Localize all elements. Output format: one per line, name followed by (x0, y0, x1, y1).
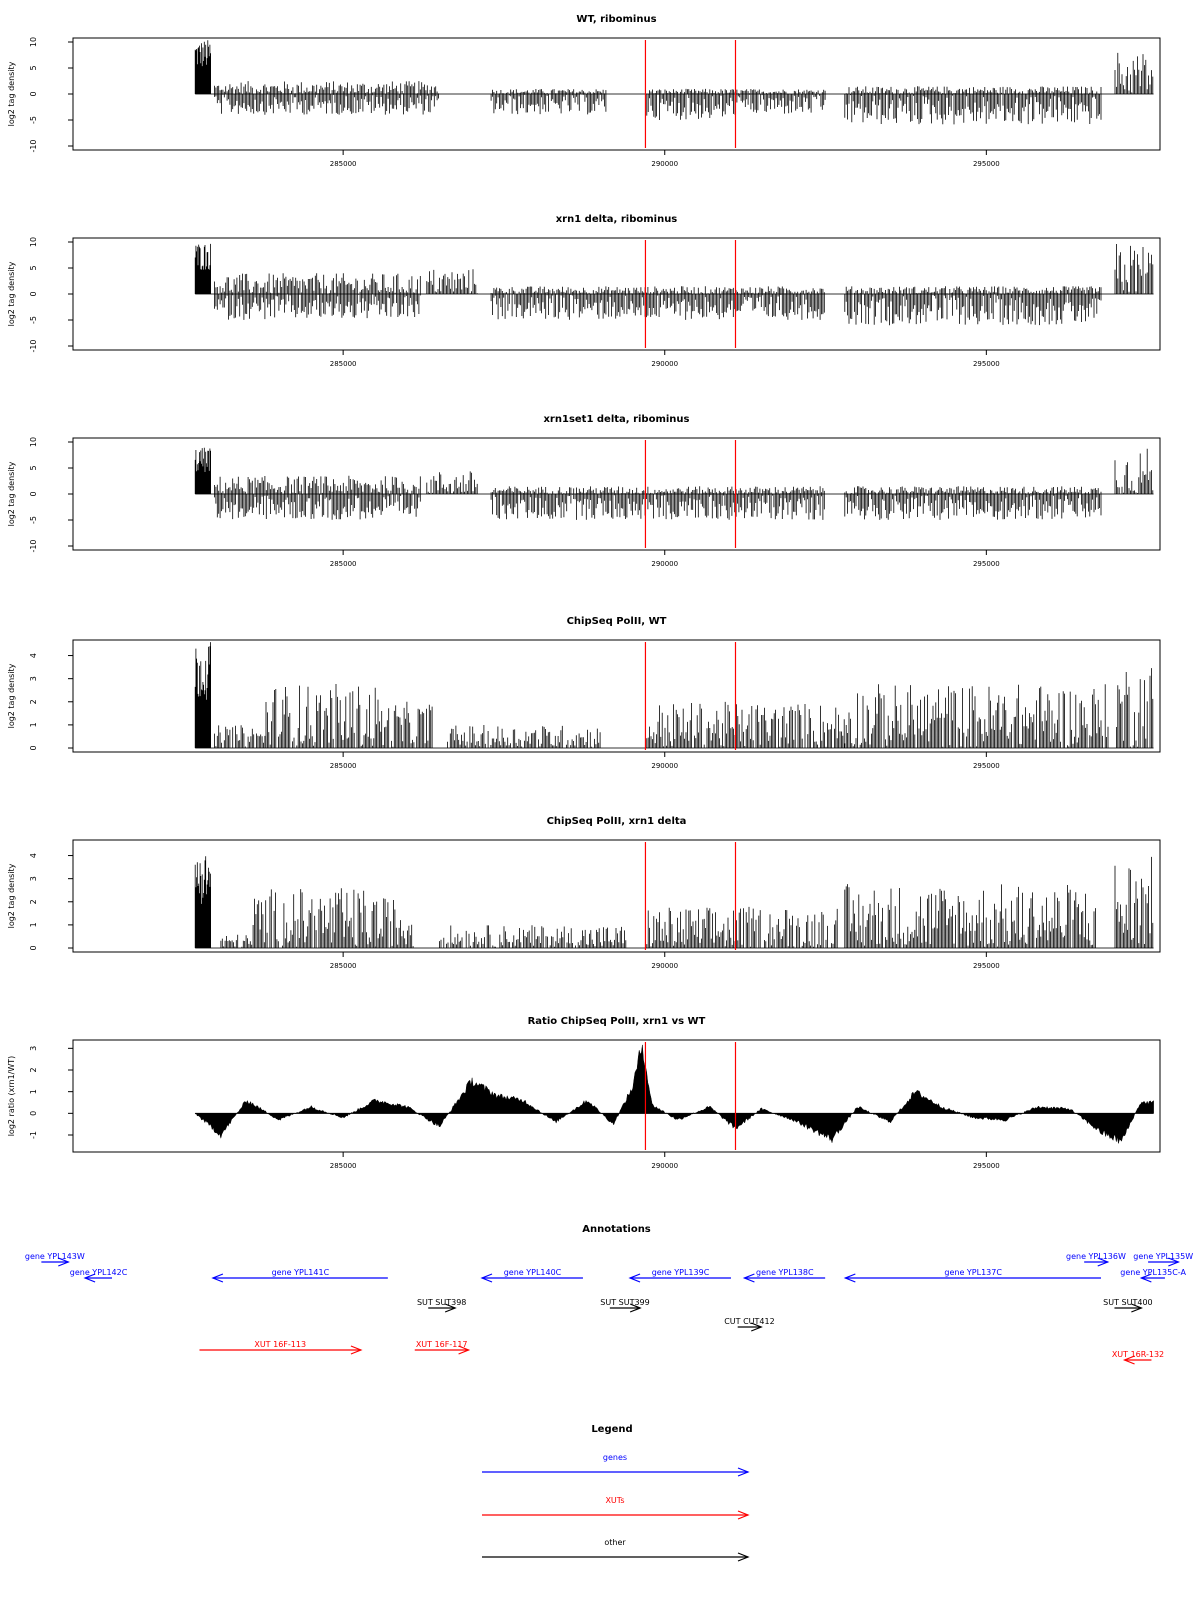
y-axis-label: log2 tag density (7, 261, 16, 327)
legend-label: other (604, 1538, 626, 1547)
y-tick-label: 1 (29, 1089, 38, 1095)
annotation-label: gene YPL142C (69, 1268, 128, 1277)
y-tick-label: -1 (29, 1131, 38, 1139)
data-segment-1 (215, 273, 421, 320)
annotation-2 (213, 1268, 388, 1282)
annotations-panel (25, 1224, 1193, 1364)
y-tick-label: 0 (29, 291, 38, 297)
annotation-4 (630, 1268, 731, 1282)
data-bar-bundle (736, 89, 826, 114)
y-tick-label: -10 (29, 139, 38, 153)
data-bar-bundle (221, 935, 252, 948)
annotation-label: SUT SUT400 (1103, 1298, 1153, 1307)
annotation-label: gene YPL141C (271, 1268, 330, 1277)
x-tick-label: 285000 (329, 1162, 357, 1170)
y-tick-label: 5 (29, 465, 38, 471)
annotation-label: CUT CUT412 (724, 1317, 775, 1326)
x-tick-label: 290000 (651, 560, 679, 568)
data-bars (195, 642, 1153, 748)
x-tick-label: 285000 (329, 360, 357, 368)
data-bars (195, 244, 1153, 325)
plot-frame (73, 840, 1160, 952)
legend (482, 1424, 748, 1561)
annotations-title: Annotations (582, 1224, 651, 1235)
data-bar-bundle (845, 86, 1101, 124)
annotation-label: gene YPL140C (503, 1268, 562, 1277)
data-segment-2 (266, 684, 381, 748)
x-tick-label: 285000 (329, 560, 357, 568)
annotation-10 (417, 1298, 466, 1312)
annotation-5 (744, 1268, 825, 1282)
data-bar-bundle (645, 702, 844, 748)
y-tick-label: 0 (29, 91, 38, 97)
data-segment-3 (491, 286, 824, 320)
data-bar-bundle (215, 273, 421, 320)
data-bar-bundle (645, 907, 837, 948)
y-axis-label: log2 tag density (7, 663, 16, 729)
annotation-13 (724, 1317, 774, 1331)
legend-label: XUTs (605, 1496, 625, 1505)
data-segment-7 (1115, 857, 1153, 948)
annotation-label: XUT 16F-117 (415, 1340, 468, 1349)
data-segment-4 (845, 286, 1101, 325)
data-bar-bundle (491, 486, 824, 520)
data-segment-4 (736, 89, 826, 114)
y-tick-label: 4 (29, 853, 38, 859)
y-tick-label: -10 (29, 539, 38, 553)
data-bar-bundle (195, 856, 210, 948)
data-bar-bundle (375, 898, 413, 948)
plot-frame (73, 1040, 1160, 1152)
annotation-label: gene YPL136W (1066, 1252, 1126, 1261)
x-tick-label: 285000 (329, 160, 357, 168)
data-segment-1 (215, 476, 421, 520)
y-tick-label: -5 (29, 316, 38, 324)
y-tick-label: 2 (29, 1067, 38, 1073)
annotation-14 (199, 1340, 360, 1354)
plot-frame (73, 640, 1160, 752)
chart-title: WT, ribominus (576, 14, 657, 25)
data-segment-4 (440, 925, 626, 948)
data-segment-5 (645, 702, 844, 748)
y-tick-label: 0 (29, 1110, 38, 1116)
y-tick-label: 3 (29, 876, 38, 882)
y-tick-label: 0 (29, 945, 38, 951)
annotation-3 (482, 1268, 583, 1282)
chart-panel-5 (7, 1016, 1160, 1170)
data-bar-bundle (195, 244, 210, 294)
y-tick-label: 3 (29, 676, 38, 682)
data-bar-bundle (448, 725, 601, 748)
chart-title: Ratio ChipSeq PolII, xrn1 vs WT (527, 1016, 706, 1027)
x-tick-label: 295000 (972, 560, 1000, 568)
data-segment-1 (215, 725, 265, 748)
annotation-label: SUT SUT399 (600, 1298, 650, 1307)
chart-panel-2 (7, 414, 1160, 568)
data-bar-bundle (845, 486, 1101, 520)
legend-item-2 (482, 1538, 748, 1561)
data-segment-2 (427, 269, 477, 294)
data-bar-bundle (1115, 857, 1153, 948)
y-tick-label: 0 (29, 745, 38, 751)
data-bars (195, 40, 1153, 124)
chart-panel-0 (7, 14, 1160, 168)
annotation-8 (1133, 1252, 1193, 1266)
annotation-1 (70, 1268, 128, 1282)
data-segment-3 (382, 702, 432, 748)
data-bars (195, 448, 1153, 520)
annotation-label: XUT 16F-113 (254, 1340, 307, 1349)
chart-panel-1 (7, 214, 1160, 368)
data-bar-bundle (845, 884, 1096, 948)
data-bars (195, 856, 1153, 948)
data-segment-5 (645, 907, 837, 948)
chart-panel-4 (7, 816, 1160, 970)
x-tick-label: 285000 (329, 962, 357, 970)
x-tick-label: 295000 (972, 762, 1000, 770)
data-bar-bundle (1115, 449, 1153, 494)
data-segment-2 (253, 888, 375, 948)
data-segment-6 (845, 684, 1108, 748)
data-bar-bundle (382, 702, 432, 748)
y-tick-label: -10 (29, 339, 38, 353)
data-segment-0 (195, 642, 210, 748)
data-bar-bundle (1115, 244, 1153, 294)
data-segment-1 (215, 81, 439, 115)
annotation-label: SUT SUT398 (416, 1298, 467, 1307)
annotation-16 (1112, 1350, 1164, 1364)
y-axis-label: log2 tag density (7, 863, 16, 929)
y-tick-label: 1 (29, 922, 38, 928)
data-bar-bundle (427, 269, 477, 294)
y-tick-label: 0 (29, 491, 38, 497)
annotation-11 (600, 1298, 649, 1312)
x-tick-label: 290000 (651, 160, 679, 168)
data-bar-bundle (266, 684, 381, 748)
y-tick-label: 5 (29, 265, 38, 271)
legend-item-1 (482, 1496, 748, 1519)
data-segment-5 (1115, 244, 1153, 294)
chart-panel-3 (7, 616, 1160, 770)
chart-title: ChipSeq PolII, xrn1 delta (546, 816, 687, 827)
data-segment-5 (1115, 449, 1153, 494)
legend-title: Legend (591, 1424, 633, 1435)
annotation-9 (1120, 1268, 1186, 1282)
data-segment-3 (375, 898, 413, 948)
data-bar-bundle (845, 286, 1101, 325)
y-tick-label: -5 (29, 116, 38, 124)
y-tick-label: 4 (29, 653, 38, 659)
data-segment-0 (195, 856, 210, 948)
data-bar-bundle (491, 89, 606, 114)
y-tick-label: 10 (29, 236, 38, 248)
data-segment-2 (427, 471, 477, 494)
data-segment-4 (845, 486, 1101, 520)
data-segment-2 (491, 89, 606, 114)
data-bar-bundle (195, 642, 210, 748)
data-bar-bundle (491, 286, 824, 320)
y-axis-label: log2 ratio (xrn1/WT) (7, 1055, 16, 1137)
data-segment-7 (1116, 668, 1152, 748)
data-bar-bundle (1116, 668, 1152, 748)
data-segment-0 (195, 448, 210, 494)
annotation-15 (415, 1340, 469, 1354)
annotation-12 (1103, 1298, 1152, 1312)
annotation-label: gene YPL138C (756, 1268, 814, 1277)
y-tick-label: -5 (29, 516, 38, 524)
data-segment-0 (195, 40, 210, 94)
y-axis-label: log2 tag density (7, 61, 16, 127)
legend-item-0 (482, 1453, 748, 1476)
legend-label: genes (602, 1453, 628, 1462)
data-bar-bundle (253, 888, 375, 948)
data-segment-6 (845, 884, 1096, 948)
x-tick-label: 295000 (972, 360, 1000, 368)
x-tick-label: 295000 (972, 962, 1000, 970)
data-bar-bundle (427, 471, 477, 494)
data-segment-6 (1115, 53, 1153, 94)
data-segment-4 (448, 725, 601, 748)
x-tick-label: 295000 (972, 1162, 1000, 1170)
data-bar-bundle (195, 448, 210, 494)
annotation-label: gene YPL139C (651, 1268, 710, 1277)
annotation-label: XUT 16R-132 (1111, 1350, 1165, 1359)
annotation-label: gene YPL137C (944, 1268, 1002, 1277)
annotation-label: gene YPL143W (24, 1252, 85, 1261)
y-tick-label: 3 (29, 1045, 38, 1051)
data-bar-bundle (845, 684, 1108, 748)
y-tick-label: 1 (29, 722, 38, 728)
annotation-label: gene YPL135W (1133, 1252, 1194, 1261)
data-bar-bundle (195, 40, 210, 94)
y-tick-label: 2 (29, 699, 38, 705)
annotation-0 (25, 1252, 85, 1266)
annotation-6 (845, 1268, 1101, 1282)
data-segment-0 (195, 244, 210, 294)
data-bar-bundle (440, 925, 626, 948)
annotation-label: gene YPL135C-A (1120, 1268, 1187, 1277)
data-segment-3 (491, 486, 824, 520)
data-bar-bundle (215, 476, 421, 520)
x-tick-label: 290000 (651, 360, 679, 368)
chart-title: xrn1set1 delta, ribominus (543, 414, 690, 425)
x-tick-label: 285000 (329, 762, 357, 770)
data-bar-bundle (1115, 53, 1153, 94)
data-segment-1 (221, 935, 252, 948)
y-tick-label: 10 (29, 436, 38, 448)
y-axis-label: log2 tag density (7, 461, 16, 527)
chart-title: xrn1 delta, ribominus (555, 214, 678, 225)
x-tick-label: 290000 (651, 1162, 679, 1170)
y-tick-label: 5 (29, 65, 38, 71)
y-tick-label: 10 (29, 36, 38, 48)
y-tick-label: 2 (29, 899, 38, 905)
chart-title: ChipSeq PolII, WT (566, 616, 667, 627)
data-bar-bundle (215, 725, 265, 748)
x-tick-label: 290000 (651, 962, 679, 970)
ratio-area (195, 1045, 1153, 1144)
x-tick-label: 290000 (651, 762, 679, 770)
data-segment-5 (845, 86, 1101, 124)
x-tick-label: 295000 (972, 160, 1000, 168)
data-bar-bundle (215, 81, 439, 115)
annotation-7 (1066, 1252, 1126, 1266)
